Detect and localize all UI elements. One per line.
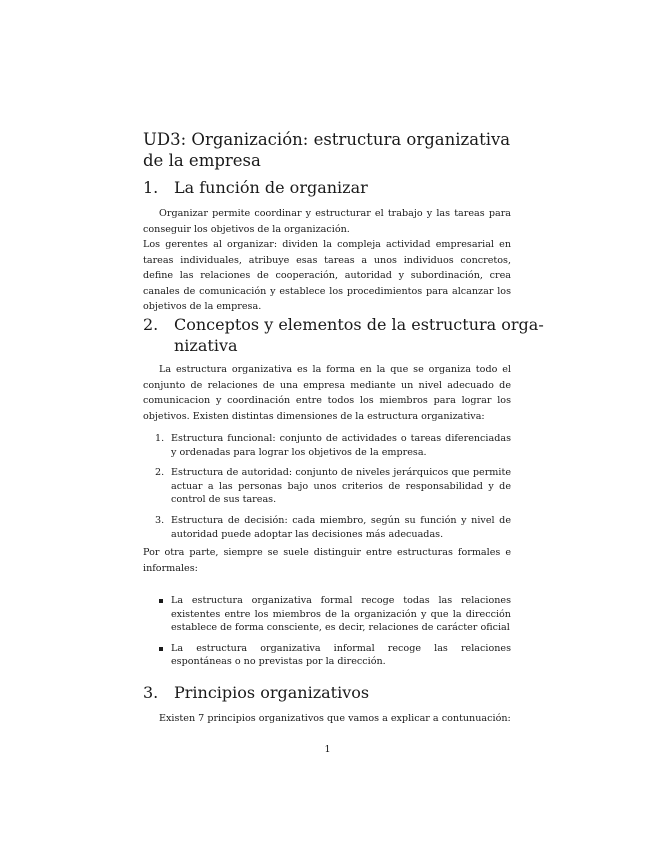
- formal-informal-list: [143, 594, 511, 676]
- list-item: [143, 642, 511, 669]
- square-bullet-icon: [159, 599, 163, 603]
- document-title: UD3: Organización: estructura organizativa de la empresa: [143, 130, 511, 170]
- section-1-paragraph-1: Organizar permite coordinar y estructurar el trabajo y las tareas para conseguir los objetivos de la organización.: [143, 208, 511, 235]
- list-item-marker: 2.: [155, 467, 165, 479]
- structure-dimensions-list: [143, 432, 511, 548]
- list-item-marker: 3.: [155, 514, 165, 526]
- section-3-title: Principios organizativos: [174, 683, 370, 702]
- list-item: [143, 466, 511, 507]
- section-2-number: 2.: [143, 315, 159, 334]
- list-item: [143, 514, 511, 541]
- list-item-text: Estructura de decisión: cada miembro, según su función y nivel de autoridad puede adoptar las decisiones más adecuadas.: [171, 514, 511, 540]
- section-1-heading: [143, 177, 368, 198]
- list-item-text: La estructura organizativa formal recoge todas las relaciones existentes entre los miembros de la organización y que la dirección establece de forma consciente, es decir, relaciones de carácter oficial: [171, 595, 511, 634]
- list-item-text: La estructura organizativa informal recoge las relaciones espontáneas o no previstas por la dirección.: [171, 642, 511, 668]
- section-2-heading: [143, 314, 544, 356]
- page-number: 1: [324, 744, 331, 755]
- list-item-text: Estructura de autoridad: conjunto de niveles jerárquicos que permite actuar a las personas bajo unos criterios de responsabilidad y de control de sus tareas.: [171, 467, 511, 506]
- section-1-paragraph-2: Los gerentes al organizar: dividen la compleja actividad empresarial en tareas individuales, atribuye esas tareas a unos individuos concretos, define las relaciones de cooperación, autoridad y subordinación, crea canales de comunicación y establece los procedimientos para alcanzar los objetivos de la empresa.: [143, 239, 511, 313]
- section-2-after-list: Por otra parte, siempre se suele distinguir entre estructuras formales e informales:: [143, 547, 511, 574]
- section-3-heading: [143, 682, 369, 703]
- section-1-title: La función de organizar: [174, 178, 368, 197]
- section-2-title-line-1: Conceptos y elementos de la estructura orga-: [174, 315, 544, 334]
- section-2-intro: La estructura organizativa es la forma en la que se organiza todo el conjunto de relaciones de una empresa mediante un nivel adecuado de comunicacion y coordinación entre todos los miembros para lograr los objetivos. Existen distintas dimensiones de la estructura organizativa:: [143, 364, 511, 422]
- section-3-number: 3.: [143, 683, 159, 702]
- square-bullet-icon: [159, 647, 163, 651]
- list-item: [143, 594, 511, 635]
- section-3-intro: Existen 7 principios organizativos que vamos a explicar a contunuación:: [159, 713, 511, 724]
- section-2-title-line-2: nizativa: [174, 336, 238, 355]
- list-item: [143, 432, 511, 459]
- section-1-number: 1.: [143, 178, 159, 197]
- list-item-marker: 1.: [155, 433, 165, 444]
- list-item-text: Estructura funcional: conjunto de actividades o tareas diferenciadas y ordenadas para lograr los objetivos de la empresa.: [171, 433, 511, 458]
